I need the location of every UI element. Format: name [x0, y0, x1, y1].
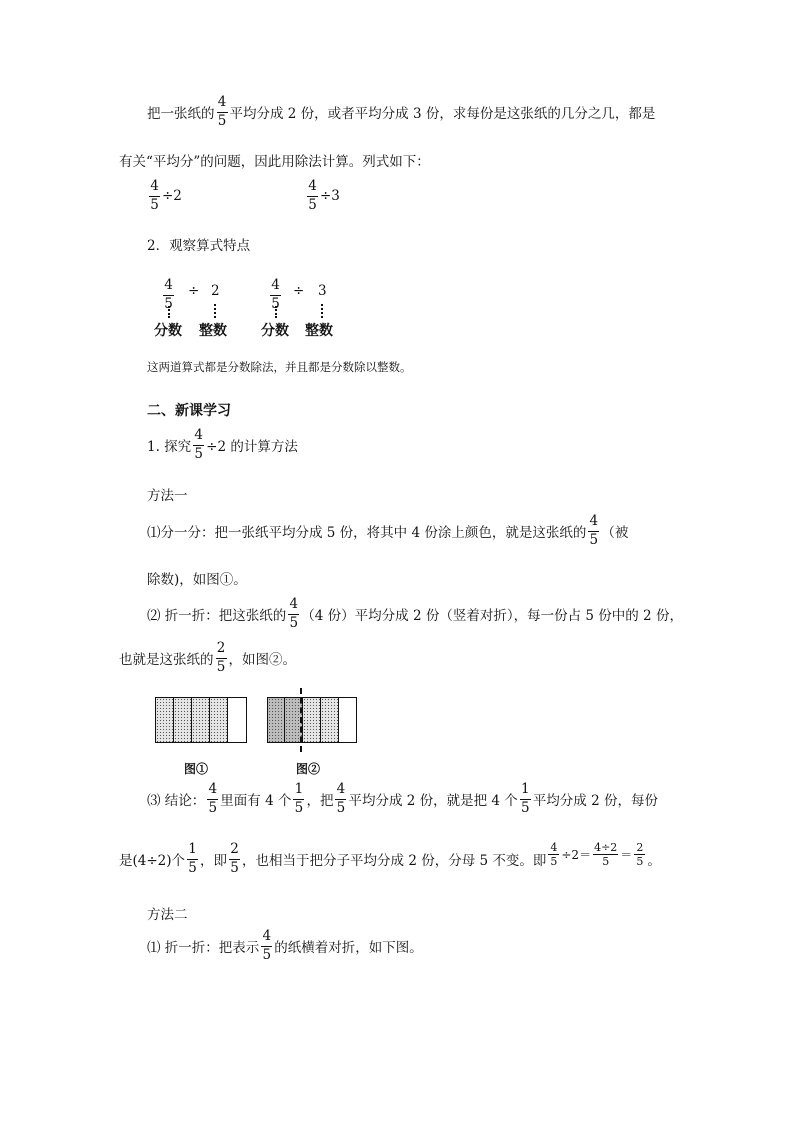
shaded-strip — [156, 698, 174, 742]
fraction — [207, 783, 218, 815]
text-run: 除数)，如图①。 — [147, 572, 247, 588]
dotted-connector — [168, 306, 170, 318]
fold-line — [300, 688, 302, 752]
fraction-numerator: 2 — [229, 843, 240, 860]
divisor-2: 2 — [211, 283, 220, 299]
fraction-numerator: 2 — [216, 642, 227, 659]
fraction-numerator: 4 — [217, 96, 228, 113]
fraction-denominator: 5 — [216, 658, 226, 675]
text-run: ÷3 — [320, 188, 340, 204]
text-run: ⑴分一分：把一张纸平均分成 5 份，将其中 4 份涂上颜色，就是这张纸的 — [147, 525, 587, 541]
fraction-denominator: 5 — [336, 799, 346, 816]
fraction-denominator: 5 — [294, 799, 304, 816]
method-2-step-1 — [147, 930, 423, 962]
fraction-numerator: 4 — [288, 598, 299, 615]
step-1-line-2 — [147, 568, 247, 588]
fraction-denominator: 5 — [289, 614, 299, 631]
fraction-denominator: 5 — [194, 445, 203, 462]
text-run: ÷2 — [162, 188, 182, 204]
fraction-denominator: 5 — [636, 854, 644, 868]
fraction-denominator: 5 — [271, 295, 280, 312]
fraction — [634, 842, 645, 867]
text-run: ÷2 的计算方法 — [206, 439, 298, 455]
text-run: 平均分成 2 份，或者平均分成 3 份，求每份是这张纸的几分之几，都是 — [229, 106, 656, 122]
text-run: 是(4÷2)个 — [119, 853, 186, 869]
fraction — [335, 783, 346, 815]
label-integer: 整数 — [199, 323, 227, 339]
figure-2-caption: 图② — [296, 762, 321, 776]
fraction-denominator: 5 — [308, 196, 317, 213]
fraction — [229, 843, 240, 875]
fraction-numerator: 4 — [588, 515, 599, 532]
figure-2-strips — [267, 697, 357, 743]
text-run: 的纸横着对折，如下图。 — [274, 940, 423, 956]
fraction-numerator: 1 — [187, 843, 198, 860]
step-1-line-1 — [147, 515, 628, 547]
text-run: ⑵ 折一折：把这张纸的 — [147, 608, 287, 624]
observe-title — [147, 234, 250, 254]
shaded-strip — [210, 698, 228, 742]
text-run: 有关“平均分”的问题，因此用除法计算。列式如下： — [119, 154, 430, 170]
text-run: （4 份）平均分成 2 份（竖着对折），每一份占 5 份中的 2 份， — [301, 608, 683, 624]
section-title — [147, 400, 231, 420]
fraction — [288, 598, 299, 630]
fraction — [261, 930, 272, 962]
shaded-strip — [192, 698, 210, 742]
dotted-connector — [275, 306, 277, 318]
divisor-3: 3 — [318, 283, 327, 299]
fraction-4-5 — [217, 96, 228, 128]
text-run: 平均分成 2 份，就是把 4 个 — [348, 793, 518, 809]
text-run: ⑶ 结论： — [147, 793, 206, 809]
fraction-denominator: 5 — [150, 196, 159, 213]
text-run: 方法一 — [147, 488, 188, 504]
fraction-numerator: 4 — [270, 279, 281, 296]
fraction-denominator: 5 — [262, 946, 272, 963]
fraction-numerator: 2 — [636, 840, 644, 854]
text-run: ，也相当于把分子平均分成 2 份，分母 5 不变。即 — [242, 853, 547, 869]
fraction — [187, 843, 198, 875]
fraction-numerator: 1 — [293, 783, 304, 800]
fraction-denominator: 5 — [164, 295, 173, 312]
fraction — [293, 783, 304, 815]
fraction-numerator: 4 — [261, 930, 272, 947]
observe-summary — [147, 359, 412, 375]
fraction — [520, 783, 531, 815]
text-run: 。 — [647, 853, 661, 869]
divide-sign: ÷ — [188, 283, 200, 299]
text-run: ＝ — [620, 847, 633, 862]
fraction-denominator: 5 — [217, 112, 227, 129]
fraction — [307, 180, 318, 212]
expression-4-5-div-3 — [305, 180, 340, 212]
text-run: 也就是这张纸的 — [119, 652, 214, 668]
method-2-label — [147, 903, 188, 923]
fraction-numerator: 4 — [335, 783, 346, 800]
step-3-line-2 — [119, 840, 661, 876]
divide-sign: ÷ — [293, 283, 305, 299]
fraction-denominator: 5 — [188, 859, 197, 876]
step-2-line-2 — [119, 642, 296, 674]
step-3-line-1 — [147, 783, 658, 815]
text-run: ⑴ 折一折：把表示 — [147, 940, 260, 956]
dotted-connector — [214, 304, 216, 318]
fraction-numerator: 4 — [550, 840, 558, 854]
text-run: 二、新课学习 — [147, 403, 231, 419]
item-1-heading — [147, 429, 298, 461]
expression-4-5-div-2 — [147, 180, 182, 212]
text-run: ，即 — [200, 853, 228, 869]
shaded-strip — [321, 698, 339, 742]
blank-strip — [339, 698, 356, 742]
text-run: 把一张纸的 — [147, 106, 215, 122]
shaded-strip — [174, 698, 192, 742]
fraction — [548, 842, 559, 867]
label-integer: 整数 — [305, 323, 333, 339]
fraction-numerator: 4 — [149, 180, 160, 197]
fraction-numerator: 1 — [520, 783, 531, 800]
text-run: 2．观察算式特点 — [147, 238, 251, 254]
fraction-denominator: 5 — [550, 854, 558, 868]
fraction — [149, 180, 160, 212]
dotted-connector — [321, 304, 323, 318]
intro-line-2 — [119, 150, 430, 170]
intro-line-1 — [147, 96, 655, 128]
fraction — [216, 642, 227, 674]
method-1-label — [147, 484, 188, 504]
text-run: （被 — [601, 525, 629, 541]
fraction-numerator: 4÷2 — [594, 840, 618, 854]
step-2-line-1 — [147, 598, 683, 630]
fraction-denominator: 5 — [602, 854, 610, 868]
fraction-numerator: 4 — [193, 429, 204, 446]
figure-1-strips — [155, 697, 247, 743]
text-run: ，如图②。 — [228, 652, 296, 668]
fraction-denominator: 5 — [230, 859, 239, 876]
fraction-numerator: 4 — [163, 279, 174, 296]
text-run: 方法二 — [147, 907, 188, 923]
figure-1-caption: 图① — [184, 762, 209, 776]
text-run: ÷2＝ — [561, 847, 592, 862]
fraction-denominator: 5 — [589, 531, 599, 548]
blank-strip — [228, 698, 246, 742]
text-run: 里面有 4 个 — [220, 793, 292, 809]
fraction-denominator: 5 — [521, 799, 530, 816]
fraction — [193, 429, 204, 461]
label-fraction: 分数 — [261, 323, 289, 339]
fraction — [593, 842, 618, 867]
text-run: 1. 探究 — [147, 439, 192, 455]
fraction — [588, 515, 599, 547]
text-run: 平均分成 2 份，每份 — [532, 793, 658, 809]
fraction-numerator: 4 — [207, 783, 218, 800]
fraction-denominator: 5 — [208, 799, 218, 816]
shaded-strip — [268, 698, 285, 742]
text-run: ，把 — [306, 793, 334, 809]
label-fraction: 分数 — [154, 323, 182, 339]
shaded-strip — [303, 698, 321, 742]
fraction-numerator: 4 — [307, 180, 318, 197]
text-run: 这两道算式都是分数除法，并且都是分数除以整数。 — [147, 360, 412, 374]
